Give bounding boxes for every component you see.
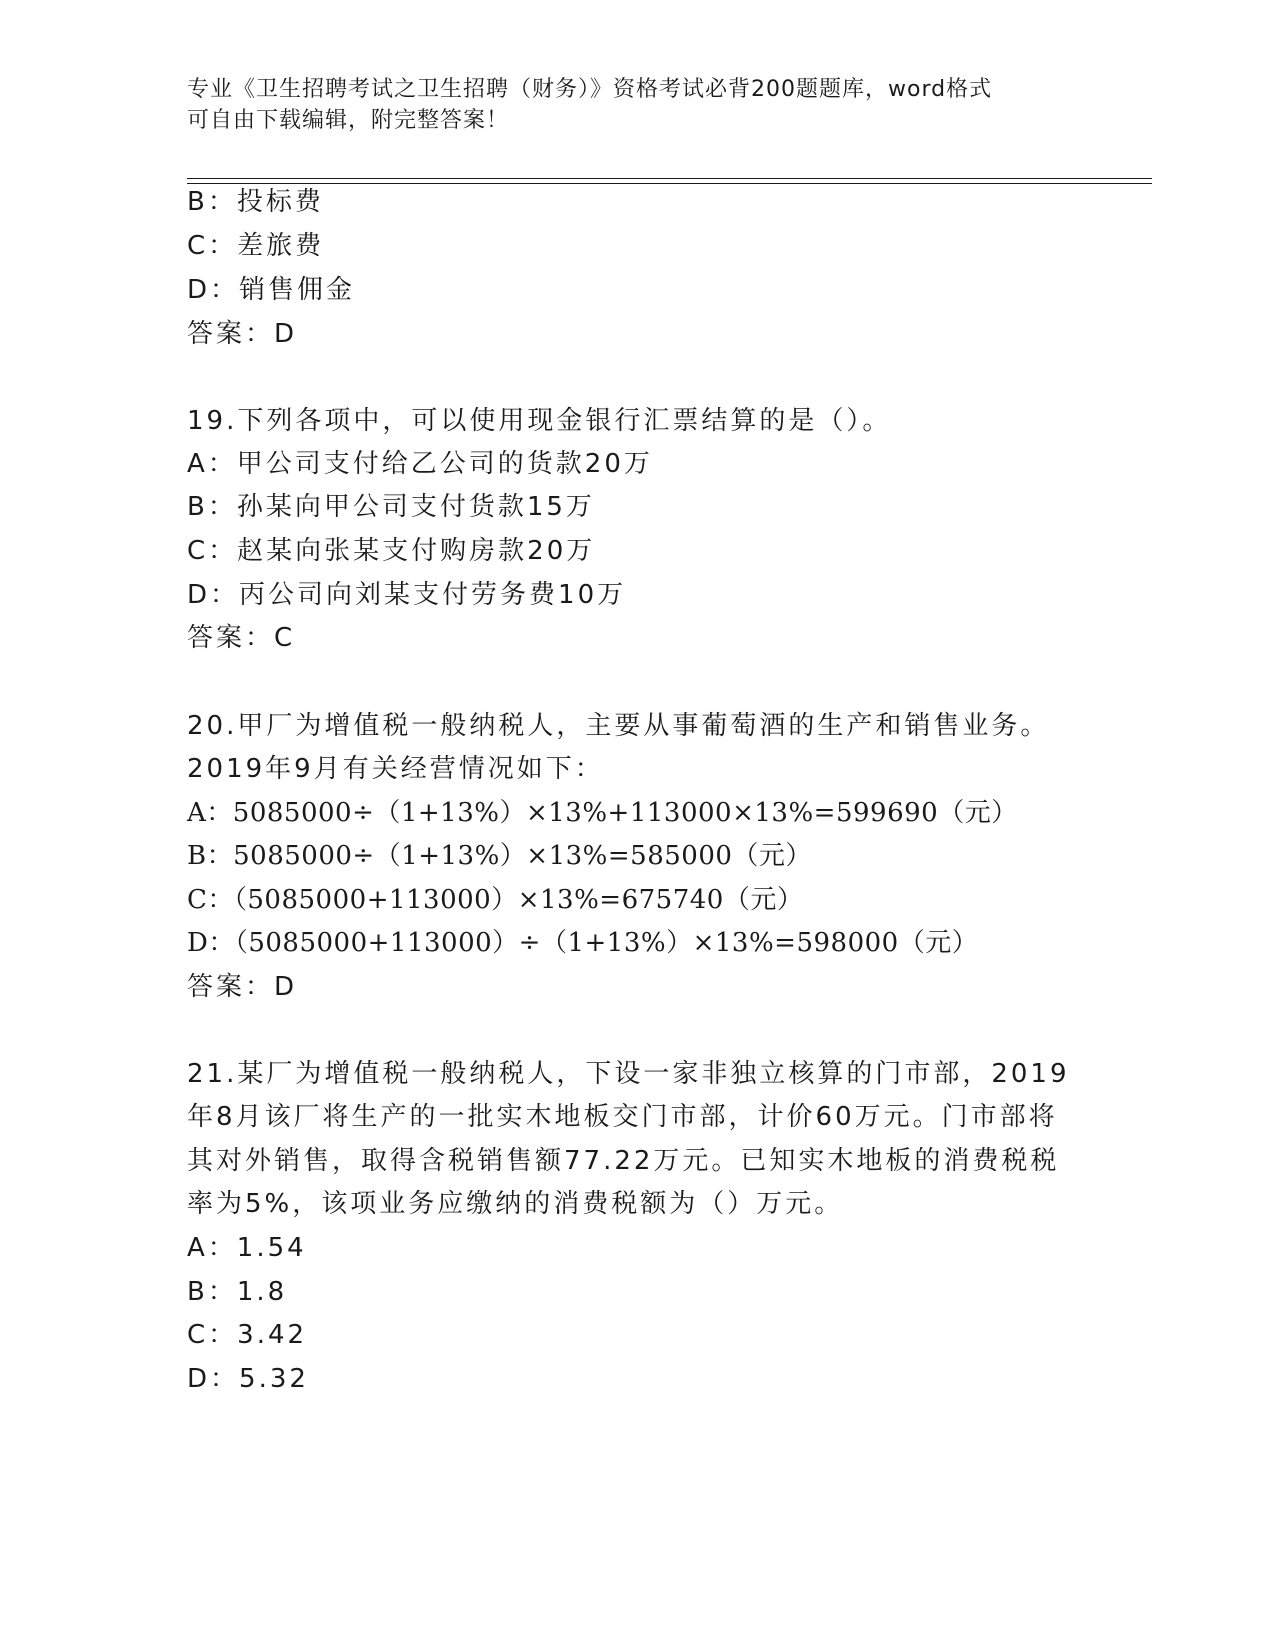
q20-option-a: A：5085000÷（1+13%）×13%+113000×13%=599690（元） bbox=[187, 798, 1018, 828]
q19-answer: 答案：C bbox=[187, 623, 296, 653]
q20-option-d: D：（5085000+113000）÷（1+13%）×13%=598000（元） bbox=[187, 928, 979, 958]
q20-stem-line-2: 2019年9月有关经营情况如下： bbox=[187, 754, 604, 784]
header-divider-top bbox=[187, 178, 1152, 179]
document-header bbox=[187, 74, 1087, 136]
q19-option-a: A：甲公司支付给乙公司的货款20万 bbox=[187, 449, 653, 479]
q20-stem-line-1: 20.甲厂为增值税一般纳税人，主要从事葡萄酒的生产和销售业务。 bbox=[187, 711, 1050, 741]
q21-stem-line-4: 率为5%，该项业务应缴纳的消费税额为（）万元。 bbox=[187, 1189, 844, 1219]
header-line-2: 可自由下载编辑，附完整答案！ bbox=[187, 108, 510, 133]
q21-stem-line-1: 21.某厂为增值税一般纳税人，下设一家非独立核算的门市部，2019 bbox=[187, 1059, 1070, 1089]
q20-option-b: B：5085000÷（1+13%）×13%=585000（元） bbox=[187, 841, 812, 871]
q18-answer: 答案：D bbox=[187, 319, 298, 349]
header-divider-bottom bbox=[187, 183, 1152, 184]
header-line-1: 专业《卫生招聘考试之卫生招聘（财务）》资格考试必背200题题库，word格式 bbox=[187, 77, 993, 102]
q18-option-d: D：销售佣金 bbox=[187, 275, 356, 305]
q19-option-b: B：孙某向甲公司支付货款15万 bbox=[187, 492, 595, 522]
q19-option-c: C：赵某向张某支付购房款20万 bbox=[187, 536, 596, 566]
q19-stem: 19.下列各项中，可以使用现金银行汇票结算的是（）。 bbox=[187, 406, 892, 436]
q21-option-a: A：1.54 bbox=[187, 1233, 307, 1263]
q21-option-b: B：1.8 bbox=[187, 1277, 288, 1307]
q20-answer: 答案：D bbox=[187, 972, 298, 1002]
q18-option-b: B：投标费 bbox=[187, 187, 324, 217]
q21-stem-line-2: 年8月该厂将生产的一批实木地板交门市部，计价60万元。门市部将 bbox=[187, 1102, 1058, 1132]
q21-option-c: C：3.42 bbox=[187, 1320, 308, 1350]
q21-stem-line-3: 其对外销售，取得含税销售额77.22万元。已知实木地板的消费税税 bbox=[187, 1146, 1060, 1176]
q18-option-c: C：差旅费 bbox=[187, 231, 325, 261]
q20-option-c: C：（5085000+113000）×13%=675740（元） bbox=[187, 885, 804, 915]
q19-option-d: D：丙公司向刘某支付劳务费10万 bbox=[187, 580, 627, 610]
q21-option-d: D：5.32 bbox=[187, 1364, 309, 1394]
